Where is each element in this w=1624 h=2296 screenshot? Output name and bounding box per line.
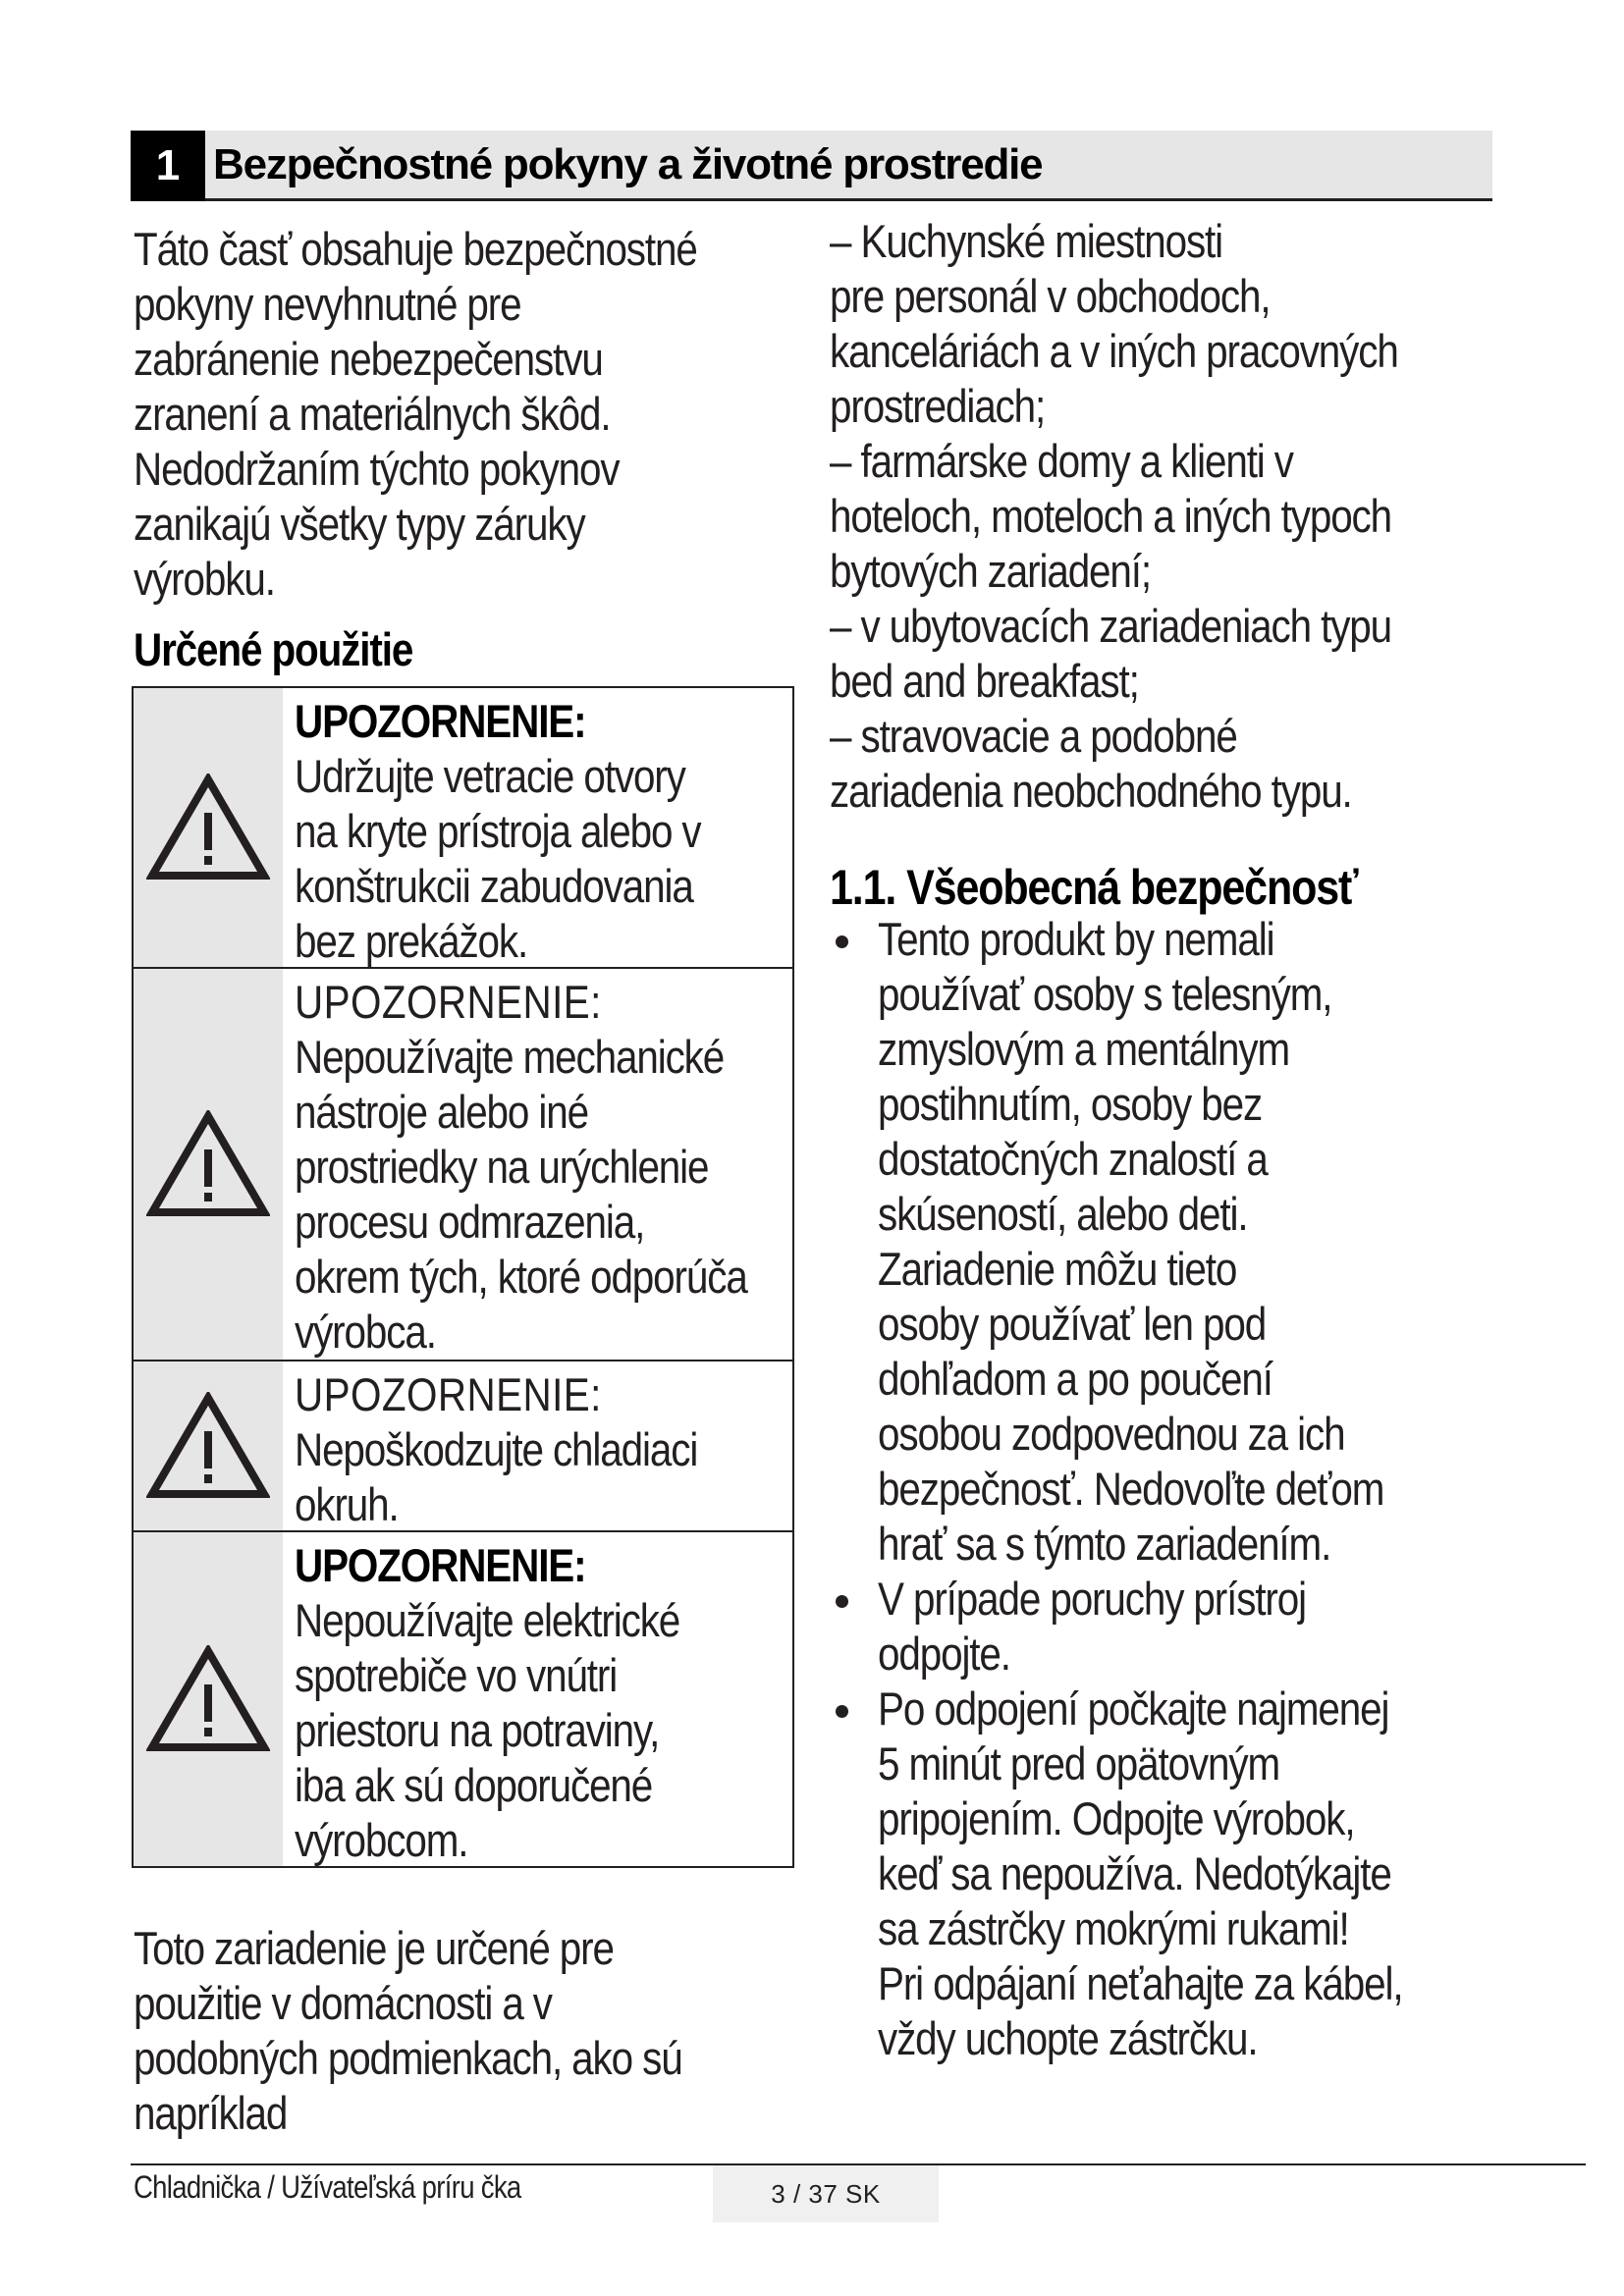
intended-use-heading: Určené použitie	[134, 623, 413, 675]
bullet-line: osoby používať len pod	[878, 1298, 1267, 1350]
warning-line: Nepoškodzujte chladiaci	[295, 1423, 698, 1475]
warning-row	[134, 688, 792, 967]
bullet-line: bezpečnosť. Nedovoľte deťom	[878, 1463, 1384, 1515]
usage-example-line: – Kuchynské miestnosti	[830, 215, 1223, 267]
warning-line: konštrukcii zabudovania	[295, 860, 693, 912]
usage-line: napríklad	[134, 2087, 288, 2139]
bullet-line: pripojením. Odpojte výrobok,	[878, 1792, 1355, 1844]
section-number: 1	[131, 131, 205, 201]
bullet-line: hrať sa s týmto zariadením.	[878, 1518, 1331, 1570]
warning-triangle-icon	[146, 1110, 270, 1218]
bullet-line: postihnutím, osoby bez	[878, 1078, 1263, 1130]
warning-line: nástroje alebo iné	[295, 1086, 588, 1138]
intro-paragraph	[134, 222, 899, 607]
usage-example-line: – stravovacie a podobné	[830, 710, 1237, 762]
warning-line: prostriedky na urýchlenie	[295, 1141, 709, 1193]
warning-triangle-icon	[146, 1392, 270, 1500]
warning-title: UPOZORNENIE:	[295, 1368, 602, 1420]
bullet-line: dostatočných znalostí a	[878, 1133, 1268, 1185]
warning-line: výrobcom.	[295, 1814, 468, 1866]
usage-line: podobných podmienkach, ako sú	[134, 2032, 682, 2084]
warning-line: Nepoužívajte elektrické	[295, 1594, 680, 1646]
bullet-line: dohľadom a po poučení	[878, 1353, 1272, 1405]
warning-line: procesu odmrazenia,	[295, 1196, 645, 1248]
warning-line: Udržujte vetracie otvory	[295, 750, 685, 802]
warnings-table	[132, 686, 794, 1868]
warning-line: okrem tých, ktoré odporúča	[295, 1251, 747, 1303]
bullet-line: 5 minút pred opätovným	[878, 1737, 1280, 1789]
warning-title: UPOZORNENIE:	[295, 695, 586, 747]
intro-line: Nedodržaním týchto pokynov	[134, 443, 620, 495]
bullet-line: osobou zodpovednou za ich	[878, 1408, 1345, 1460]
bullet-line: vždy uchopte zástrčku.	[878, 2012, 1258, 2064]
bullet-item	[830, 1572, 1615, 1682]
usage-example-line: kanceláriách a v iných pracovných	[830, 325, 1398, 377]
bullet-line: Tento produkt by nemali	[878, 913, 1274, 965]
intro-line: zranení a materiálnych škôd.	[134, 388, 611, 440]
usage-examples-list	[830, 214, 1615, 819]
warning-line: Nepoužívajte mechanické	[295, 1031, 725, 1083]
usage-example-line: hoteloch, moteloch a iných typoch	[830, 490, 1392, 542]
intro-line: pokyny nevyhnutné pre	[134, 278, 521, 330]
usage-example-line: prostrediach;	[830, 380, 1046, 432]
usage-example-line: – farmárske domy a klienti v	[830, 435, 1293, 487]
warning-triangle-icon	[146, 1645, 270, 1753]
usage-example-line: zariadenia neobchodného typu.	[830, 765, 1352, 817]
bullet-item	[830, 1682, 1615, 2066]
general-safety-heading: 1.1. Všeobecná bezpečnosť	[830, 860, 1358, 915]
bullet-dot-icon	[836, 1595, 848, 1608]
bullet-item	[830, 912, 1615, 1572]
bullet-line: Zariadenie môžu tieto	[878, 1243, 1237, 1295]
section-title: Bezpečnostné pokyny a životné prostredie	[213, 140, 1043, 188]
warning-triangle-icon	[146, 774, 270, 881]
bullet-line: V prípade poruchy prístroj	[878, 1573, 1307, 1625]
warning-title: UPOZORNENIE:	[295, 1539, 586, 1591]
warning-line: na kryte prístroja alebo v	[295, 805, 701, 857]
warning-line: okruh.	[295, 1478, 399, 1530]
usage-example-line: bytových zariadení;	[830, 545, 1152, 597]
usage-example-line: bed and breakfast;	[830, 655, 1139, 707]
bullet-line: Po odpojení počkajte najmenej	[878, 1682, 1389, 1735]
warning-line: výrobca.	[295, 1306, 436, 1358]
warning-title: UPOZORNENIE:	[295, 976, 602, 1028]
warning-line: priestoru na potraviny,	[295, 1704, 660, 1756]
warning-row	[134, 1360, 792, 1530]
footer-page-number: 3 / 37 SK	[713, 2165, 939, 2222]
warning-row	[134, 967, 792, 1360]
usage-example-line: – v ubytovacích zariadeniach typu	[830, 600, 1392, 652]
bullet-line: skúseností, alebo deti.	[878, 1188, 1248, 1240]
bullet-line: odpojte.	[878, 1628, 1010, 1680]
warning-row	[134, 1530, 792, 1866]
intro-line: Táto časť obsahuje bezpečnostné	[134, 223, 697, 275]
warning-line: bez prekážok.	[295, 915, 528, 967]
bullet-line: používať osoby s telesným,	[878, 968, 1332, 1020]
bullet-line: Pri odpájaní neťahajte za kábel,	[878, 1957, 1403, 2009]
usage-example-line: pre personál v obchodoch,	[830, 270, 1271, 322]
usage-line: použitie v domácnosti a v	[134, 1977, 552, 2029]
bullet-line: keď sa nepoužíva. Nedotýkajte	[878, 1847, 1391, 1899]
intro-line: výrobku.	[134, 553, 275, 605]
usage-line: Toto zariadenie je určené pre	[134, 1922, 614, 1974]
bullet-dot-icon	[836, 935, 848, 948]
bullet-dot-icon	[836, 1705, 848, 1718]
warning-line: iba ak sú doporučené	[295, 1759, 653, 1811]
bullet-line: zmyslovým a mentálnym	[878, 1023, 1289, 1075]
general-safety-bullets	[830, 912, 1615, 2066]
section-header	[131, 131, 1492, 201]
footer-document-title: Chladnička / Užívateľská príru čka	[134, 2169, 521, 2205]
bullet-line: sa zástrčky mokrými rukami!	[878, 1902, 1349, 1954]
intro-line: zabránenie nebezpečenstvu	[134, 333, 603, 385]
intro-line: zanikajú všetky typy záruky	[134, 498, 585, 550]
warning-line: spotrebiče vo vnútri	[295, 1649, 618, 1701]
usage-paragraph	[134, 1921, 899, 2141]
